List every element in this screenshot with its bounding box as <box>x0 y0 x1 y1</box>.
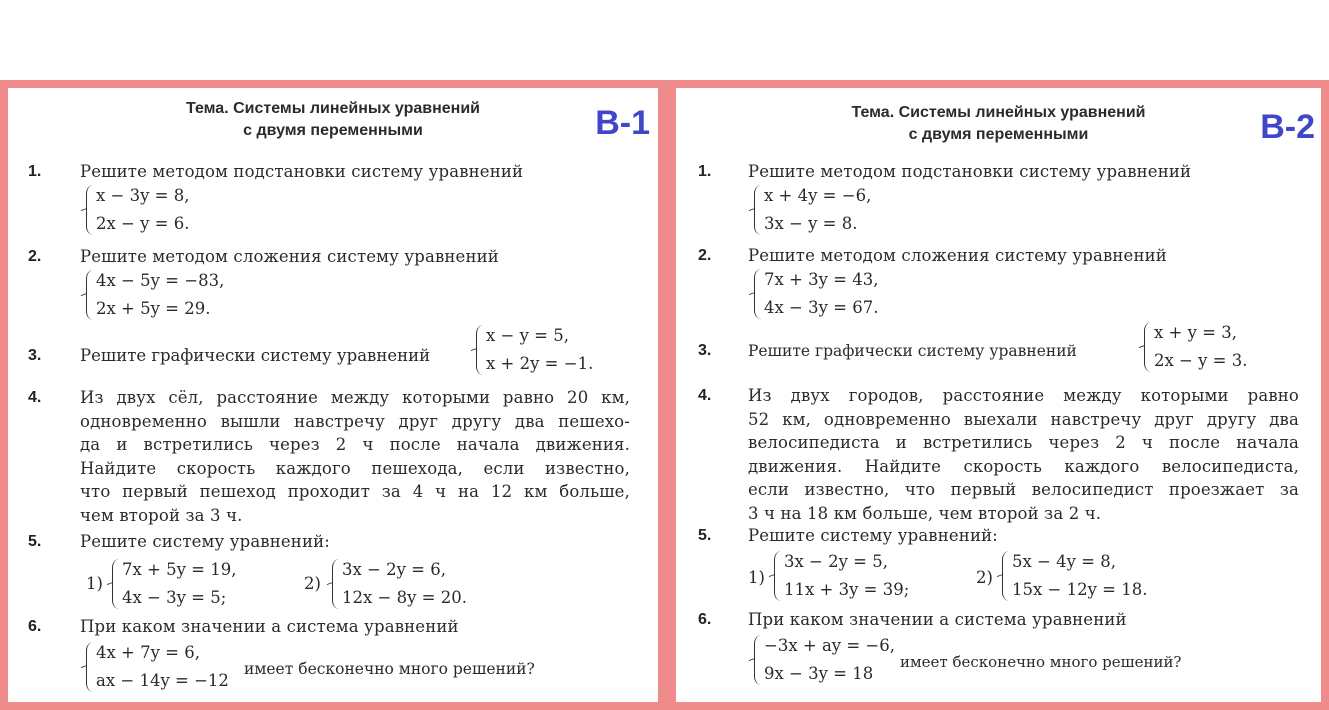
task-text: Решите методом сложения систему уравнений <box>80 247 499 266</box>
task-text: Решите методом сложения систему уравнений <box>748 246 1167 265</box>
task-text: Решите методом подстановки систему уравнений <box>748 162 1192 181</box>
topic-title: Тема. Системы линейных уравнений с двумя переменными <box>186 100 480 139</box>
task-text: Из двух сёл, расстояние между которыми равно 20 км, одновременно вышли навстречу друг другу два пешехо- да и встретились через 2 ч после начала движения. Найдите скорость каждого пешехода, если известно, что первый пешеход проходит за 4 ч на 12 км больше, чем второй за 3 ч. <box>80 388 630 525</box>
task-text: При каком значении a система уравнений <box>748 610 1127 629</box>
task-text: Решите систему уравнений: <box>748 526 998 545</box>
equation-system: x − 3y = 8, 2x − y = 6. <box>86 182 190 238</box>
equation-system: 4x − 5y = −83, 2x + 5y = 29. <box>86 267 224 323</box>
equation-system: 7x + 5y = 19, 4x − 3y = 5; <box>112 556 237 612</box>
task-text: Из двух городов, расстояние между которыми равно 52 км, одновременно выехали навстречу друг другу два велосипедиста и встретились через 2 ч после начала движения. Найдите скорость каждого велосипедиста, если известно, что первый велосипедист проезжает за 3 ч на 18 км больше, чем второй за 2 ч. <box>748 386 1299 523</box>
task-text: При каком значении a система уравнений <box>80 617 459 636</box>
equation-system: 3x − 2y = 6, 12x − 8y = 20. <box>332 556 467 612</box>
task-text: Решите графически систему уравнений <box>80 346 431 365</box>
equation-system: x + 4y = −6, 3x − y = 8. <box>754 182 871 238</box>
variant-1-panel: Тема. Системы линейных уравнений с двумя переменными В-1 1. Решите методом подстановки систему уравнений x − 3y = 8, 2x − y = 6. 2. Решите методом сложения систему уравнений 4x − 5y = −83, 2x + 5y = 29. 3. Решите графически систему уравнений x − y = 5, x + 2y = −1. 4. Из двух сёл, расстояние между которыми равно 20 км, одновременно вышли навстречу друг другу два пешехо- да и встретились через 2 ч после начала движения. Найдите скорость каждого пешехода, если известно, что первый пешеход проходит за 4 ч на 12 км больше, чем второй за 3 ч. 5. Решите систему уравнений: 1) 7x + 5y = 19, 4x − 3y = 5; 2) 3x − 2y = 6, 12x − 8y = 20. 6. При каком значении a система уравнений 4x + 7y = 6, ax − 14y = −12 имеет бесконечно много решений? <box>0 80 666 710</box>
task-text: Решите систему уравнений: <box>80 532 330 551</box>
task-text: Решите графически систему уравнений <box>748 342 1077 360</box>
equation-system: 4x + 7y = 6, ax − 14y = −12 <box>86 639 229 695</box>
equation-system: 5x − 4y = 8, 15x − 12y = 18. <box>1002 548 1148 604</box>
variant-label: В-2 <box>1260 108 1315 146</box>
equation-system: x + y = 3, 2x − y = 3. <box>1144 319 1248 375</box>
equation-system: −3x + ay = −6, 9x − 3y = 18 <box>754 632 895 688</box>
topic-title: Тема. Системы линейных уравнений с двумя переменными <box>851 104 1146 143</box>
equation-system: 7x + 3y = 43, 4x − 3y = 67. <box>754 266 879 322</box>
variant-label: В-1 <box>595 104 650 142</box>
variant-2-panel: Тема. Системы линейных уравнений с двумя переменными В-2 1. Решите методом подстановки систему уравнений x + 4y = −6, 3x − y = 8. 2. Решите методом сложения систему уравнений 7x + 3y = 43, 4x − 3y = 67. 3. Решите графически систему уравнений x + y = 3, 2x − y = 3. 4. Из двух городов, расстояние между которыми равно 52 км, одновременно выехали навстречу друг другу два велосипедиста и встретились через 2 ч после начала движения. Найдите скорость каждого велосипедиста, если известно, что первый велосипедист проезжает за 3 ч на 18 км больше, чем второй за 2 ч. 5. Решите систему уравнений: 1) 3x − 2y = 5, 11x + 3y = 39; 2) 5x − 4y = 8, 15x − 12y = 18. 6. При каком значении a система уравнений −3x + ay = −6, 9x − 3y = 18 имеет бесконечно много решений? <box>666 80 1329 710</box>
equation-system: 3x − 2y = 5, 11x + 3y = 39; <box>774 548 909 604</box>
task-text: Решите методом подстановки систему уравнений <box>80 162 524 181</box>
equation-system: x − y = 5, x + 2y = −1. <box>476 322 593 378</box>
